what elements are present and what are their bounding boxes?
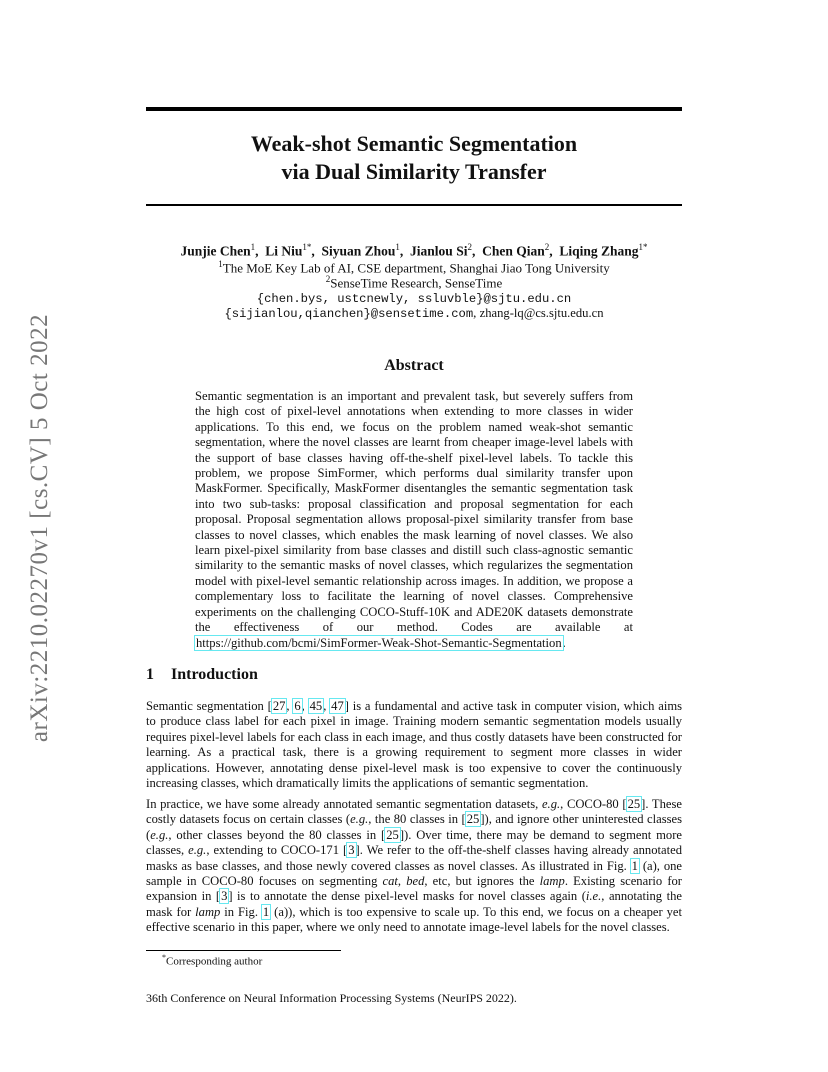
figure-link[interactable]: 1 xyxy=(631,858,638,873)
text-run: Semantic segmentation [ xyxy=(146,699,272,713)
citation-link[interactable]: 25 xyxy=(466,812,480,827)
italic-text: e.g. xyxy=(541,797,561,811)
venue-footer: 36th Conference on Neural Information Processing Systems (NeurIPS 2022). xyxy=(146,991,517,1005)
affiliation-mark: 1 xyxy=(218,259,223,269)
abstract-end: . xyxy=(562,635,566,650)
text-run: (a), one sample in COCO-80 focuses on segmenting xyxy=(146,858,683,889)
affiliation-mark: 2 xyxy=(325,274,331,284)
title-rule-bottom xyxy=(146,204,682,206)
citation-link[interactable]: 6 xyxy=(294,699,301,713)
affiliation-text: The MoE Key Lab of AI, CSE department, Shanghai Jiao Tong University xyxy=(222,260,610,276)
italic-text: lamp xyxy=(195,904,221,919)
italic-text: e.g. xyxy=(188,843,207,858)
text-run: ] is a fundamental and active task in computer vision, which aims to produce class label for each pixel in image. Training modern semantic segmentation models usually requires pixel-level labels for each class in each image, and thus costly datasets have been constructed for learning. As a practical task, there is a growing requirement to segment more classes in wider applications. However, annotating dense pixel-level mask is too expensive to cover the continuously increasing classes, which dramatically limits the applications of semantic segmentation. xyxy=(146,699,683,791)
author-name: Chen Qian xyxy=(482,243,545,259)
citation-link[interactable]: 47 xyxy=(331,699,344,713)
text-run: in Fig. xyxy=(220,904,262,919)
citation-link[interactable]: 3 xyxy=(221,889,228,904)
arxiv-id-label: arXiv:2210.02270v1 [cs.CV] 5 Oct 2022 xyxy=(26,313,53,743)
author-name: Junjie Chen xyxy=(180,243,251,259)
email-text: zhang-lq@cs.sjtu.edu.cn xyxy=(479,306,604,320)
email-separator: , xyxy=(473,305,480,320)
code-link[interactable]: https://github.com/bcmi/SimFormer-Weak-Shot-Semantic-Segmentation xyxy=(196,635,562,650)
intro-paragraph-1: Semantic segmentation [27, 6, 45, 47] is a fundamental and active task in computer vision, which aims to produce class label for each pixel in image. Training modern semantic segmentation models usually requires pixel-level labels for each class in each image, and thus costly datasets have been constructed for learning. As a practical task, there is a growing requirement to segment more classes in wider applications. However, annotating dense pixel-level mask is too expensive to cover the continuously increasing classes, which dramatically limits the applications of semantic segmentation. xyxy=(146,699,683,791)
email-line-2 xyxy=(146,305,682,321)
abstract-text: Semantic segmentation is an important and prevalent task, but severely suffers from the high cost of pixel-level annotations when extending to more classes in wider applications. To this end, we focus on the problem named weak-shot semantic segmentation, where the novel classes are learnt from cheaper image-level labels with the support of base classes having off-the-shelf pixel-level labels. To tackle this problem, we propose SimFormer, which performs dual similarity transfer upon MaskFormer. Specifically, MaskFormer disentangles the semantic segmentation task into two sub-tasks: proposal classification and proposal segmentation for each proposal. Proposal segmentation allows proposal-pixel similarity transfer from base classes to novel classes, which enables the mask learning of novel classes. We also learn pixel-pixel similarity from base classes and distill such class-agnostic semantic similarity to the semantic masks of novel classes, which regularizes the segmentation model with pixel-level semantic relationship across images. In addition, we propose a complementary loss to facilitate the learning of novel classes. Comprehensive experiments on the challenging COCO-Stuff-10K and ADE20K datasets demonstrate the effectiveness of our method. Codes are available at xyxy=(195,389,633,635)
author-mark: 1* xyxy=(302,242,312,252)
footnote xyxy=(162,953,262,968)
section-heading xyxy=(146,666,258,684)
affiliation-text: SenseTime Research, SenseTime xyxy=(330,275,503,291)
author-mark: 2 xyxy=(467,242,472,252)
text-run: (a)), which is too expensive to scale up. To this end, we focus on a cheaper yet effective scenario in this paper, where we only need to annotate image-level labels for the novel classes. xyxy=(146,904,682,935)
email-line-1 xyxy=(146,290,682,306)
title-line-2: via Dual Similarity Transfer xyxy=(281,159,547,184)
italic-text: e.g. xyxy=(150,827,169,842)
footnote-text: Corresponding author xyxy=(166,955,263,968)
text-run: , annotating the mask for xyxy=(146,889,682,919)
text-run: , extending to COCO-171 [ xyxy=(206,843,348,858)
text-run: ]), and ignore other uninterested classes ( xyxy=(146,812,683,842)
title-rule-top xyxy=(146,107,682,111)
author-name: Li Niu xyxy=(265,243,303,259)
text-run: , etc, but ignores the xyxy=(424,874,540,889)
author-mark: 1* xyxy=(638,242,648,252)
citation-link[interactable]: 27 xyxy=(272,699,286,713)
text-run: ]. We refer to the off-the-shelf classes having already annotated masks as base classes, and those newly covered classes as novel classes. As illustrated in Fig. xyxy=(146,843,683,873)
author-mark: 1 xyxy=(250,242,256,252)
text-run: ] is to annotate the dense pixel-level masks for novel classes again ( xyxy=(228,889,586,904)
citation-link[interactable]: 3 xyxy=(348,843,355,858)
author-name: Liqing Zhang xyxy=(559,243,639,259)
section-number: 1 xyxy=(146,666,154,683)
abstract-body xyxy=(195,389,633,651)
paper-title xyxy=(146,130,682,186)
abstract-heading: Abstract xyxy=(384,357,444,374)
italic-text: e.g. xyxy=(350,812,369,827)
citation-link[interactable]: 25 xyxy=(386,827,399,842)
author-mark: 2 xyxy=(544,242,550,252)
email-text: {sijianlou,qianchen}@sensetime.com xyxy=(224,307,474,321)
author-list: Junjie Chen$^1$, Li Niu$^{1*}$, Siyuan Zhou$^1$, Jianlou Si$^2$, Chen Qian$^2$, Liqing Zhang$^{1*}$ xyxy=(180,242,648,259)
author-name: Siyuan Zhou xyxy=(321,243,396,259)
text-run: , COCO-80 [ xyxy=(560,797,627,811)
text-run: , xyxy=(397,874,407,889)
text-run: , the 80 classes in [ xyxy=(368,812,466,827)
citation-link[interactable]: 45 xyxy=(309,699,323,713)
title-line-1: Weak-shot Semantic Segmentation xyxy=(250,131,578,156)
author-mark: 1 xyxy=(395,242,400,252)
footnote-mark: * xyxy=(162,953,166,962)
italic-text: i.e. xyxy=(585,889,602,904)
text-run: , other classes beyond the 80 classes in [ xyxy=(168,827,386,842)
text-run: ]). Over time, there may be demand to segment more classes, xyxy=(146,827,682,858)
figure-link[interactable]: 1 xyxy=(262,904,270,919)
italic-text: cat xyxy=(382,874,398,889)
citation-link[interactable]: 25 xyxy=(627,797,641,811)
text-run: ]. These costly datasets focus on certain classes ( xyxy=(146,797,682,827)
email-text: {chen.bys, ustcnewly, ssluvble}@sjtu.edu.cn xyxy=(256,292,572,306)
text-run: . Existing scenario for expansion in [ xyxy=(146,874,683,904)
text-run: In practice, we have some already annotated semantic segmentation datasets, xyxy=(146,797,542,811)
italic-text: bed xyxy=(406,874,425,889)
section-title: Introduction xyxy=(171,666,258,683)
affiliation-2 xyxy=(146,274,682,291)
italic-text: lamp xyxy=(539,874,565,889)
intro-paragraph-2 xyxy=(146,797,682,936)
footnote-rule xyxy=(146,950,341,951)
author-name: Jianlou Si xyxy=(410,243,468,259)
